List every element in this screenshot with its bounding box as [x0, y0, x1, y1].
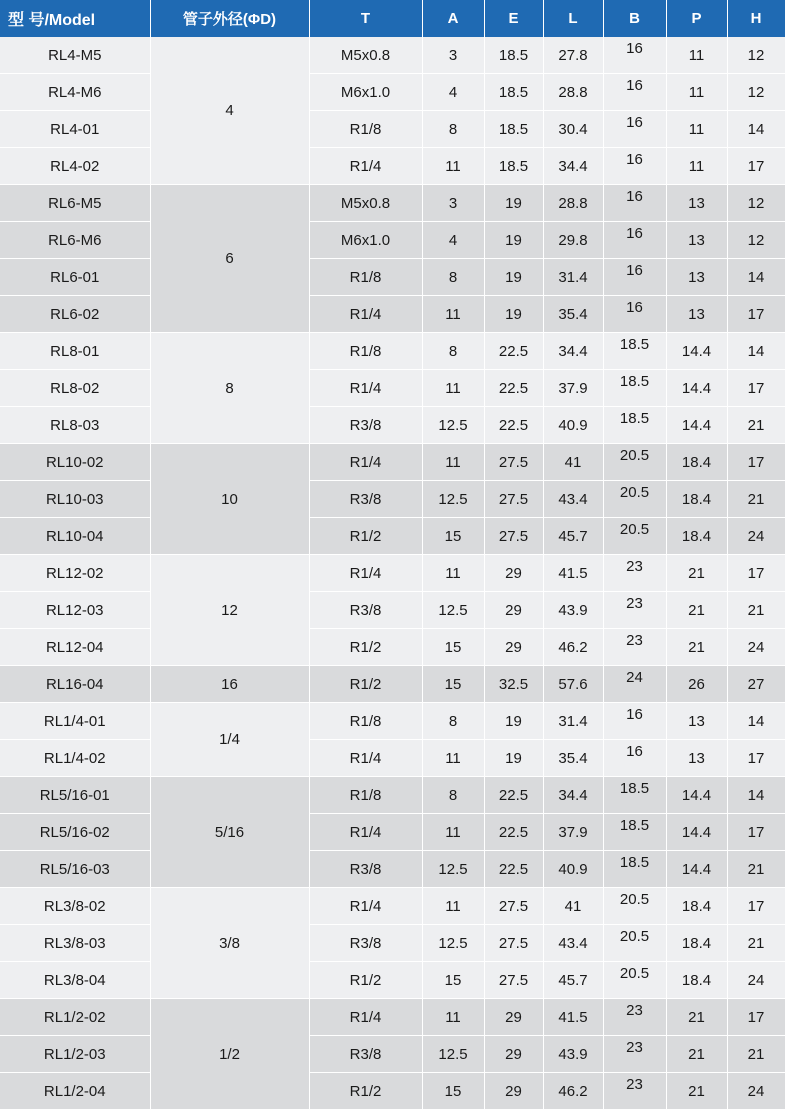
- cell-p: 13: [666, 296, 727, 333]
- cell-a: 15: [422, 518, 484, 555]
- table-row: [0, 148, 785, 185]
- cell-e: 27.5: [484, 925, 543, 962]
- cell-e: 22.5: [484, 777, 543, 814]
- cell-p: 13: [666, 222, 727, 259]
- cell-b: 16: [603, 111, 666, 148]
- cell-p: 13: [666, 703, 727, 740]
- cell-model: RL16-04: [0, 666, 150, 703]
- cell-a: 12.5: [422, 481, 484, 518]
- cell-a: 12.5: [422, 851, 484, 888]
- cell-l: 37.9: [543, 814, 603, 851]
- table-row: [0, 999, 785, 1036]
- cell-b: 20.5: [603, 962, 666, 999]
- cell-t: R1/2: [309, 1073, 422, 1110]
- cell-l: 30.4: [543, 111, 603, 148]
- cell-model: RL5/16-02: [0, 814, 150, 851]
- cell-h: 12: [727, 185, 785, 222]
- table-row: [0, 518, 785, 555]
- cell-a: 8: [422, 777, 484, 814]
- header-p: P: [666, 0, 727, 37]
- cell-b: 18.5: [603, 370, 666, 407]
- cell-model: RL6-02: [0, 296, 150, 333]
- cell-l: 46.2: [543, 1073, 603, 1110]
- cell-h: 17: [727, 814, 785, 851]
- cell-l: 35.4: [543, 740, 603, 777]
- cell-model: RL4-01: [0, 111, 150, 148]
- cell-e: 29: [484, 629, 543, 666]
- table-row: [0, 851, 785, 888]
- cell-p: 18.4: [666, 962, 727, 999]
- cell-p: 21: [666, 629, 727, 666]
- table-row: [0, 37, 785, 74]
- cell-t: R1/4: [309, 814, 422, 851]
- cell-e: 19: [484, 185, 543, 222]
- cell-b: 20.5: [603, 481, 666, 518]
- cell-t: R3/8: [309, 925, 422, 962]
- cell-t: R1/8: [309, 703, 422, 740]
- cell-model: RL8-01: [0, 333, 150, 370]
- cell-t: R1/8: [309, 333, 422, 370]
- cell-t: R3/8: [309, 592, 422, 629]
- cell-a: 8: [422, 111, 484, 148]
- cell-a: 12.5: [422, 1036, 484, 1073]
- cell-e: 29: [484, 555, 543, 592]
- table-row: [0, 1073, 785, 1110]
- cell-e: 22.5: [484, 814, 543, 851]
- cell-model: RL10-02: [0, 444, 150, 481]
- table-row: [0, 259, 785, 296]
- table-row: [0, 333, 785, 370]
- header-row: [0, 0, 785, 37]
- cell-a: 8: [422, 333, 484, 370]
- cell-b: 16: [603, 222, 666, 259]
- cell-b: 23: [603, 1073, 666, 1110]
- header-t: T: [309, 0, 422, 37]
- cell-l: 40.9: [543, 851, 603, 888]
- cell-h: 21: [727, 592, 785, 629]
- table-row: [0, 222, 785, 259]
- cell-t: R1/8: [309, 777, 422, 814]
- cell-model: RL4-M6: [0, 74, 150, 111]
- cell-model: RL5/16-01: [0, 777, 150, 814]
- cell-h: 17: [727, 555, 785, 592]
- cell-e: 18.5: [484, 111, 543, 148]
- cell-b: 18.5: [603, 407, 666, 444]
- cell-e: 22.5: [484, 851, 543, 888]
- cell-a: 11: [422, 555, 484, 592]
- cell-l: 41: [543, 888, 603, 925]
- cell-t: R1/2: [309, 518, 422, 555]
- cell-a: 4: [422, 74, 484, 111]
- table-row: [0, 814, 785, 851]
- table-row: [0, 888, 785, 925]
- cell-p: 21: [666, 1073, 727, 1110]
- cell-h: 14: [727, 333, 785, 370]
- cell-l: 40.9: [543, 407, 603, 444]
- cell-p: 21: [666, 555, 727, 592]
- cell-b: 23: [603, 592, 666, 629]
- cell-l: 43.9: [543, 1036, 603, 1073]
- cell-od: 1/4: [150, 703, 309, 777]
- table-row: [0, 592, 785, 629]
- cell-l: 34.4: [543, 777, 603, 814]
- cell-h: 17: [727, 370, 785, 407]
- cell-h: 24: [727, 962, 785, 999]
- table-row: [0, 629, 785, 666]
- cell-l: 31.4: [543, 703, 603, 740]
- cell-p: 13: [666, 259, 727, 296]
- cell-e: 19: [484, 222, 543, 259]
- cell-h: 14: [727, 259, 785, 296]
- cell-t: R1/4: [309, 296, 422, 333]
- cell-t: R1/2: [309, 666, 422, 703]
- cell-model: RL10-04: [0, 518, 150, 555]
- cell-e: 18.5: [484, 148, 543, 185]
- table-row: [0, 444, 785, 481]
- cell-t: R1/4: [309, 148, 422, 185]
- cell-b: 16: [603, 74, 666, 111]
- cell-l: 43.4: [543, 925, 603, 962]
- cell-e: 29: [484, 1036, 543, 1073]
- cell-a: 11: [422, 814, 484, 851]
- cell-model: RL1/2-02: [0, 999, 150, 1036]
- cell-e: 27.5: [484, 962, 543, 999]
- cell-a: 11: [422, 999, 484, 1036]
- cell-h: 21: [727, 407, 785, 444]
- table-row: [0, 703, 785, 740]
- cell-p: 14.4: [666, 777, 727, 814]
- cell-b: 20.5: [603, 518, 666, 555]
- cell-p: 11: [666, 111, 727, 148]
- cell-b: 16: [603, 259, 666, 296]
- cell-t: R3/8: [309, 407, 422, 444]
- cell-t: M6x1.0: [309, 222, 422, 259]
- cell-model: RL5/16-03: [0, 851, 150, 888]
- cell-l: 43.9: [543, 592, 603, 629]
- cell-l: 34.4: [543, 148, 603, 185]
- cell-t: R1/2: [309, 962, 422, 999]
- cell-a: 11: [422, 740, 484, 777]
- cell-p: 14.4: [666, 407, 727, 444]
- cell-h: 21: [727, 925, 785, 962]
- cell-a: 8: [422, 703, 484, 740]
- cell-p: 21: [666, 592, 727, 629]
- cell-b: 18.5: [603, 333, 666, 370]
- cell-h: 12: [727, 222, 785, 259]
- cell-b: 23: [603, 629, 666, 666]
- cell-l: 27.8: [543, 37, 603, 74]
- cell-l: 31.4: [543, 259, 603, 296]
- cell-b: 16: [603, 148, 666, 185]
- cell-b: 23: [603, 999, 666, 1036]
- header-model: 型 号/Model: [0, 0, 150, 37]
- cell-l: 34.4: [543, 333, 603, 370]
- cell-a: 15: [422, 666, 484, 703]
- cell-a: 3: [422, 37, 484, 74]
- cell-t: R3/8: [309, 481, 422, 518]
- cell-model: RL1/2-03: [0, 1036, 150, 1073]
- cell-b: 23: [603, 1036, 666, 1073]
- cell-model: RL3/8-04: [0, 962, 150, 999]
- cell-p: 14.4: [666, 333, 727, 370]
- header-h: H: [727, 0, 785, 37]
- cell-a: 11: [422, 148, 484, 185]
- table-row: [0, 962, 785, 999]
- table-row: [0, 481, 785, 518]
- cell-l: 28.8: [543, 185, 603, 222]
- cell-h: 12: [727, 37, 785, 74]
- cell-a: 12.5: [422, 407, 484, 444]
- cell-t: R1/4: [309, 999, 422, 1036]
- cell-h: 14: [727, 111, 785, 148]
- cell-l: 37.9: [543, 370, 603, 407]
- cell-t: R1/8: [309, 111, 422, 148]
- cell-model: RL12-04: [0, 629, 150, 666]
- cell-a: 11: [422, 296, 484, 333]
- cell-h: 14: [727, 777, 785, 814]
- cell-b: 20.5: [603, 925, 666, 962]
- header-od: 管子外径(ΦD): [150, 0, 309, 37]
- table-row: [0, 740, 785, 777]
- cell-od: 8: [150, 333, 309, 444]
- cell-t: R3/8: [309, 1036, 422, 1073]
- cell-p: 14.4: [666, 814, 727, 851]
- header-b: B: [603, 0, 666, 37]
- cell-h: 24: [727, 629, 785, 666]
- table-row: [0, 1036, 785, 1073]
- cell-l: 45.7: [543, 518, 603, 555]
- cell-p: 18.4: [666, 444, 727, 481]
- cell-model: RL10-03: [0, 481, 150, 518]
- table-body: [0, 37, 785, 1110]
- cell-e: 29: [484, 999, 543, 1036]
- table-row: [0, 370, 785, 407]
- header-l: L: [543, 0, 603, 37]
- cell-model: RL6-M6: [0, 222, 150, 259]
- cell-a: 11: [422, 370, 484, 407]
- cell-t: R3/8: [309, 851, 422, 888]
- cell-a: 11: [422, 444, 484, 481]
- cell-a: 12.5: [422, 925, 484, 962]
- cell-h: 17: [727, 148, 785, 185]
- cell-b: 16: [603, 296, 666, 333]
- cell-e: 19: [484, 703, 543, 740]
- cell-t: R1/2: [309, 629, 422, 666]
- cell-h: 17: [727, 888, 785, 925]
- cell-b: 20.5: [603, 444, 666, 481]
- cell-b: 16: [603, 703, 666, 740]
- cell-e: 19: [484, 740, 543, 777]
- cell-e: 32.5: [484, 666, 543, 703]
- cell-t: R1/8: [309, 259, 422, 296]
- cell-e: 27.5: [484, 481, 543, 518]
- cell-model: RL6-M5: [0, 185, 150, 222]
- table-row: [0, 296, 785, 333]
- cell-e: 29: [484, 1073, 543, 1110]
- cell-t: M5x0.8: [309, 185, 422, 222]
- cell-model: RL8-02: [0, 370, 150, 407]
- cell-p: 18.4: [666, 518, 727, 555]
- cell-h: 21: [727, 851, 785, 888]
- cell-p: 21: [666, 1036, 727, 1073]
- header-a: A: [422, 0, 484, 37]
- cell-p: 18.4: [666, 888, 727, 925]
- cell-h: 17: [727, 740, 785, 777]
- cell-model: RL12-02: [0, 555, 150, 592]
- cell-l: 41.5: [543, 555, 603, 592]
- table-row: [0, 777, 785, 814]
- cell-l: 35.4: [543, 296, 603, 333]
- cell-model: RL3/8-03: [0, 925, 150, 962]
- cell-h: 21: [727, 481, 785, 518]
- cell-model: RL12-03: [0, 592, 150, 629]
- cell-h: 12: [727, 74, 785, 111]
- cell-h: 21: [727, 1036, 785, 1073]
- cell-h: 27: [727, 666, 785, 703]
- cell-model: RL4-02: [0, 148, 150, 185]
- cell-p: 26: [666, 666, 727, 703]
- cell-model: RL1/4-02: [0, 740, 150, 777]
- table-row: [0, 111, 785, 148]
- cell-model: RL1/4-01: [0, 703, 150, 740]
- cell-t: R1/4: [309, 444, 422, 481]
- cell-b: 24: [603, 666, 666, 703]
- cell-od: 16: [150, 666, 309, 703]
- cell-h: 14: [727, 703, 785, 740]
- cell-model: RL4-M5: [0, 37, 150, 74]
- cell-b: 16: [603, 37, 666, 74]
- cell-p: 13: [666, 740, 727, 777]
- cell-b: 16: [603, 185, 666, 222]
- cell-a: 15: [422, 1073, 484, 1110]
- cell-a: 15: [422, 962, 484, 999]
- cell-a: 11: [422, 888, 484, 925]
- cell-l: 57.6: [543, 666, 603, 703]
- cell-b: 20.5: [603, 888, 666, 925]
- cell-model: RL6-01: [0, 259, 150, 296]
- cell-p: 18.4: [666, 925, 727, 962]
- cell-p: 18.4: [666, 481, 727, 518]
- cell-p: 11: [666, 74, 727, 111]
- cell-e: 18.5: [484, 37, 543, 74]
- cell-model: RL8-03: [0, 407, 150, 444]
- cell-p: 11: [666, 148, 727, 185]
- cell-p: 21: [666, 999, 727, 1036]
- cell-b: 18.5: [603, 814, 666, 851]
- cell-od: 3/8: [150, 888, 309, 999]
- cell-b: 23: [603, 555, 666, 592]
- cell-od: 5/16: [150, 777, 309, 888]
- cell-e: 22.5: [484, 407, 543, 444]
- cell-e: 22.5: [484, 370, 543, 407]
- cell-a: 12.5: [422, 592, 484, 629]
- cell-e: 27.5: [484, 518, 543, 555]
- cell-a: 3: [422, 185, 484, 222]
- cell-l: 41: [543, 444, 603, 481]
- cell-model: RL1/2-04: [0, 1073, 150, 1110]
- cell-h: 24: [727, 1073, 785, 1110]
- cell-t: R1/4: [309, 555, 422, 592]
- cell-h: 17: [727, 444, 785, 481]
- cell-t: R1/4: [309, 740, 422, 777]
- cell-a: 15: [422, 629, 484, 666]
- cell-e: 22.5: [484, 333, 543, 370]
- cell-l: 29.8: [543, 222, 603, 259]
- table-row: [0, 74, 785, 111]
- cell-h: 17: [727, 296, 785, 333]
- cell-l: 46.2: [543, 629, 603, 666]
- cell-od: 12: [150, 555, 309, 666]
- cell-b: 16: [603, 740, 666, 777]
- cell-t: R1/4: [309, 370, 422, 407]
- table-row: [0, 185, 785, 222]
- cell-p: 14.4: [666, 370, 727, 407]
- cell-a: 4: [422, 222, 484, 259]
- cell-od: 1/2: [150, 999, 309, 1110]
- cell-p: 11: [666, 37, 727, 74]
- table-row: [0, 555, 785, 592]
- cell-l: 43.4: [543, 481, 603, 518]
- header-e: E: [484, 0, 543, 37]
- cell-l: 45.7: [543, 962, 603, 999]
- table-row: [0, 925, 785, 962]
- cell-e: 27.5: [484, 888, 543, 925]
- cell-e: 18.5: [484, 74, 543, 111]
- cell-a: 8: [422, 259, 484, 296]
- table-row: [0, 666, 785, 703]
- cell-od: 4: [150, 37, 309, 185]
- cell-t: M5x0.8: [309, 37, 422, 74]
- cell-e: 27.5: [484, 444, 543, 481]
- cell-l: 28.8: [543, 74, 603, 111]
- table-row: [0, 407, 785, 444]
- cell-od: 10: [150, 444, 309, 555]
- cell-p: 13: [666, 185, 727, 222]
- cell-t: M6x1.0: [309, 74, 422, 111]
- cell-b: 18.5: [603, 777, 666, 814]
- cell-t: R1/4: [309, 888, 422, 925]
- cell-e: 19: [484, 259, 543, 296]
- cell-b: 18.5: [603, 851, 666, 888]
- cell-h: 17: [727, 999, 785, 1036]
- cell-p: 14.4: [666, 851, 727, 888]
- cell-h: 24: [727, 518, 785, 555]
- cell-od: 6: [150, 185, 309, 333]
- cell-model: RL3/8-02: [0, 888, 150, 925]
- cell-e: 29: [484, 592, 543, 629]
- cell-l: 41.5: [543, 999, 603, 1036]
- cell-e: 19: [484, 296, 543, 333]
